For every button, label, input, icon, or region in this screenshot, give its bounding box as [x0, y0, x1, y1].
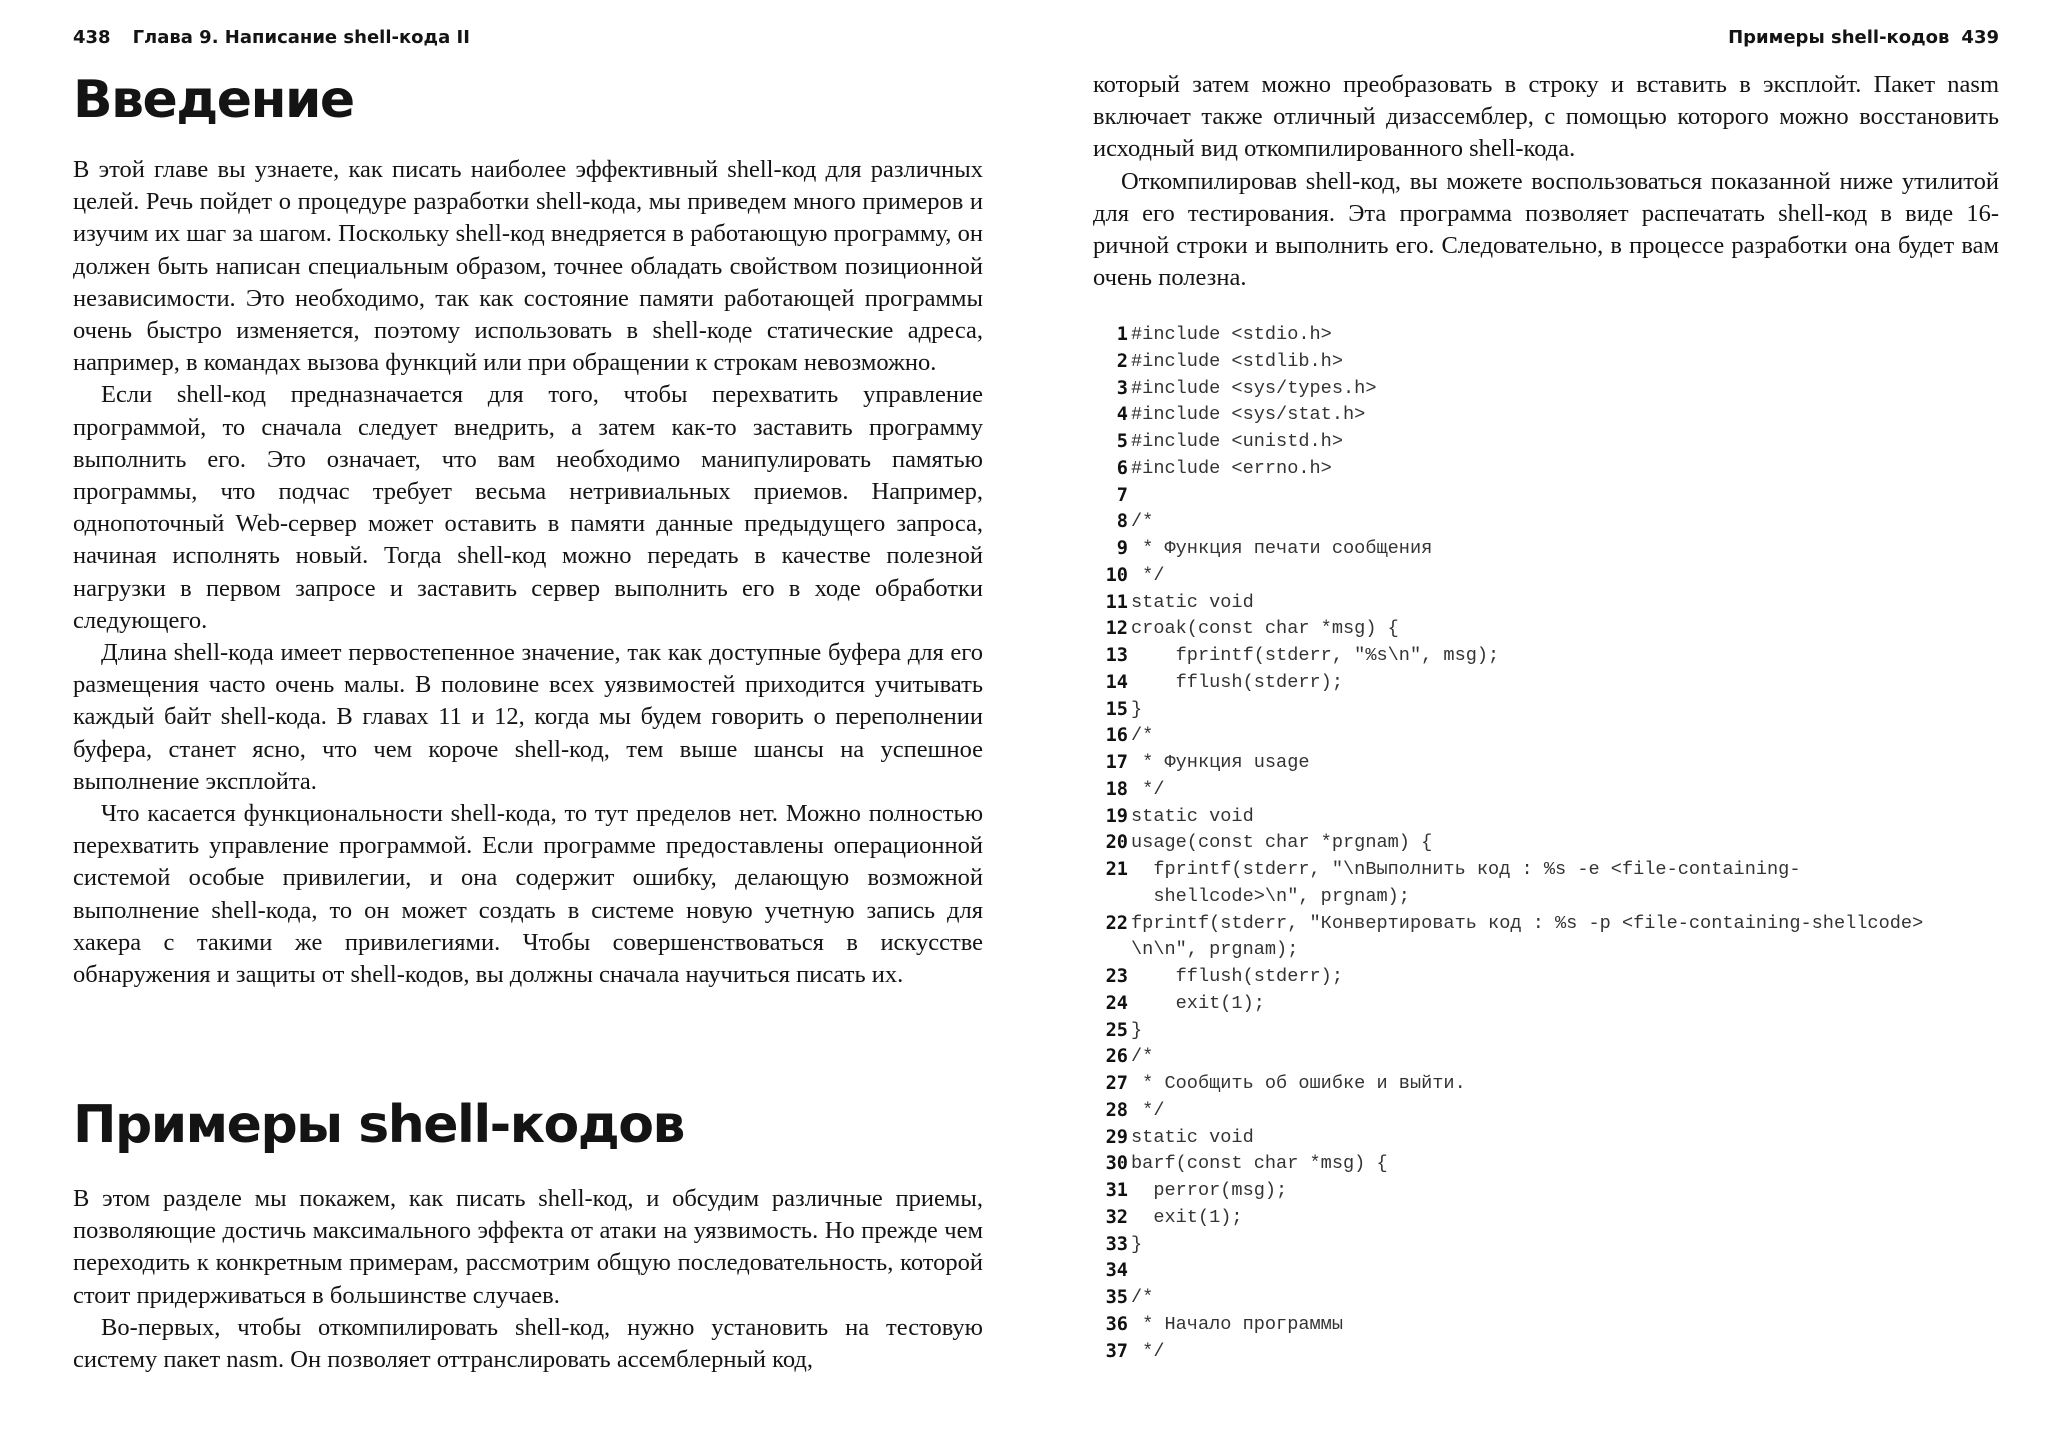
- code-line: [1093, 857, 1999, 911]
- code-line: [1093, 536, 1999, 563]
- code-line: [1093, 1232, 1999, 1259]
- line-number: 37: [1105, 1340, 1128, 1362]
- code-line: [1093, 429, 1999, 456]
- code-text: perror(msg);: [1131, 1180, 1288, 1201]
- line-number: 21: [1105, 859, 1128, 880]
- code-line: [1093, 1151, 1999, 1178]
- line-number: 28: [1105, 1099, 1128, 1121]
- code-line: [1093, 590, 1999, 617]
- left-page: [73, 0, 993, 1447]
- line-number: 4: [1116, 404, 1128, 426]
- code-line: [1093, 1178, 1999, 1205]
- line-number: 9: [1116, 538, 1128, 559]
- code-line: [1093, 402, 1999, 429]
- line-number: 26: [1105, 1046, 1128, 1068]
- code-line: [1093, 1071, 1999, 1098]
- code-line: [1093, 830, 1999, 857]
- code-line: [1093, 750, 1999, 777]
- examples-text: [73, 1183, 983, 1376]
- code-text: exit(1);: [1131, 1206, 1243, 1228]
- line-number: 7: [1116, 484, 1128, 506]
- code-text: }: [1131, 1233, 1143, 1255]
- code-text: * Начало программы: [1131, 1313, 1344, 1335]
- code-text: /*: [1131, 1287, 1154, 1308]
- line-number: 25: [1105, 1019, 1128, 1041]
- code-line: [1093, 1258, 1999, 1285]
- line-number: 19: [1105, 805, 1128, 827]
- line-number: 35: [1105, 1287, 1128, 1308]
- code-text: * Сообщить об ошибке и выйти.: [1131, 1073, 1466, 1094]
- right-page-number: 439: [1961, 27, 1999, 48]
- code-text: fprintf(stderr, "Конвертировать код : %s -p <file-containing-shellcode> \n\n", prgnam);: [1131, 912, 1924, 961]
- section-title: Примеры shell-кодов: [1728, 27, 1950, 48]
- paragraph: Что касается функциональности shell-кода, то тут пределов нет. Можно полностью перехватить управление программой. Если программе предоставлены операционной системой особые привилегии, и она содержит ошибку, делающую возможной выполнение shell-кода, то он может создать в системе новую учетную запись для хакера с такими же привилегиями. Чтобы совершенствоваться в искусстве обнаружения и защиты от shell-кодов, вы должны сначала научиться писать их.: [73, 800, 983, 989]
- right-running-head: [1728, 27, 1999, 48]
- code-text: fprintf(stderr, "%s\n", msg);: [1131, 645, 1500, 666]
- code-line: [1093, 1312, 1999, 1339]
- line-number: 10: [1105, 564, 1128, 586]
- line-number: 5: [1116, 431, 1128, 452]
- intro-text: [73, 154, 983, 991]
- line-number: 1: [1116, 324, 1128, 345]
- code-line: [1093, 670, 1999, 697]
- line-number: 23: [1105, 966, 1128, 987]
- code-text: }: [1131, 1019, 1143, 1041]
- code-line: [1093, 991, 1999, 1018]
- code-text: /*: [1131, 1046, 1154, 1068]
- line-number: 32: [1105, 1206, 1128, 1228]
- line-number: 6: [1116, 457, 1128, 479]
- line-number: 24: [1105, 992, 1128, 1014]
- paragraph: который затем можно преобразовать в строку и вставить в эксплойт. Пакет nasm включает также отличный дизассемблер, с помощью которого можно восстановить исходный вид откомпилированного shell-кода.: [1093, 71, 1999, 163]
- paragraph: В этом разделе мы покажем, как писать shell-код, и обсудим различные приемы, позволяющие достичь максимального эффекта от атаки на уязвимость. Но прежде чем переходить к конкретным примерам, рассмотрим общую последовательность, которой стоит придерживаться в большинстве случаев.: [73, 1185, 983, 1309]
- code-text: fflush(stderr);: [1131, 671, 1344, 693]
- code-line: [1093, 1205, 1999, 1232]
- paragraph: Откомпилировав shell-код, вы можете воспользоваться показанной ниже утилитой для его тестирования. Эта программа позволяет распечатать shell-код в виде 16-ричной строки и выполнить его. Следовательно, в процессе разработки она будет вам очень полезна.: [1093, 167, 1999, 292]
- paragraph: В этой главе вы узнаете, как писать наиболее эффективный shell-код для различных целей. Речь пойдет о процедуре разработки shell-кода, мы приведем много примеров и изучим их шаг за шагом. Поскольку shell-код внедряется в работающую программу, он должен быть написан специальным образом, точнее обладать свойством позиционной независимости. Это необходимо, так как состояние памяти работающей программы очень быстро изменяется, поэтому использовать в shell-коде статические адреса, например, в командах вызова функций или при обращении к строкам невозможно.: [73, 156, 983, 377]
- line-number: 3: [1116, 377, 1128, 399]
- code-listing: [1093, 322, 1999, 1365]
- chapter-title: Глава 9. Написание shell-кода II: [132, 27, 470, 48]
- line-number: 34: [1105, 1260, 1128, 1282]
- left-page-number: 438: [73, 27, 111, 48]
- code-text: exit(1);: [1131, 992, 1265, 1014]
- code-text: #include <stdlib.h>: [1131, 350, 1344, 372]
- code-line: [1093, 322, 1999, 349]
- code-line: [1093, 804, 1999, 831]
- code-text: /*: [1131, 725, 1154, 747]
- code-line: [1093, 349, 1999, 376]
- line-number: 8: [1116, 511, 1128, 533]
- line-number: 12: [1105, 618, 1128, 640]
- line-number: 29: [1105, 1126, 1128, 1148]
- code-line: [1093, 1098, 1999, 1125]
- line-number: 36: [1105, 1313, 1128, 1335]
- left-running-head: [73, 27, 470, 48]
- line-number: 14: [1105, 671, 1128, 693]
- line-number: 17: [1105, 752, 1128, 773]
- code-text: usage(const char *prgnam) {: [1131, 832, 1433, 854]
- code-line: [1093, 723, 1999, 750]
- code-line: [1093, 1285, 1999, 1312]
- code-line: [1093, 643, 1999, 670]
- code-text: fflush(stderr);: [1131, 966, 1344, 987]
- code-text: */: [1131, 1340, 1165, 1362]
- code-line: [1093, 964, 1999, 991]
- code-text: */: [1131, 564, 1165, 586]
- right-page: [1093, 0, 1999, 1447]
- code-line: [1093, 616, 1999, 643]
- code-line: [1093, 509, 1999, 536]
- code-text: barf(const char *msg) {: [1131, 1153, 1388, 1175]
- line-number: 20: [1105, 832, 1128, 854]
- code-text: #include <stdio.h>: [1131, 324, 1332, 345]
- code-text: */: [1131, 1099, 1165, 1121]
- code-line: [1093, 376, 1999, 403]
- line-number: 15: [1105, 698, 1128, 720]
- line-number: 22: [1105, 912, 1128, 934]
- line-number: 2: [1116, 350, 1128, 372]
- paragraph: Длина shell-кода имеет первостепенное значение, так как доступные буфера для его размещения часто очень малы. В половине всех уязвимостей приходится учитывать каждый байт shell-кода. В главах 11 и 12, когда мы будем говорить о переполнении буфера, станет ясно, что чем короче shell-код, тем выше шансы на успешное выполнение эксплойта.: [73, 639, 983, 795]
- code-text: }: [1131, 698, 1143, 720]
- code-line: [1093, 1018, 1999, 1045]
- code-text: static void: [1131, 805, 1254, 827]
- code-line: [1093, 777, 1999, 804]
- line-number: 33: [1105, 1233, 1128, 1255]
- code-text: * Функция печати сообщения: [1131, 538, 1433, 559]
- line-number: 18: [1105, 778, 1128, 800]
- code-text: #include <sys/stat.h>: [1131, 404, 1366, 426]
- paragraph: Если shell-код предназначается для того, чтобы перехватить управление программой, то сначала следует внедрить, а затем как-то заставить программу выполнить его. Это означает, что вам необходимо манипулировать памятью программы, что подчас требует весьма нетривиальных приемов. Например, однопоточный Web-сервер может оставить в памяти данные предыдущего запроса, начиная исполнять новый. Тогда shell-код можно передать в качестве полезной нагрузки в первом запросе и заставить сервер выполнить его в ходе обработки следующего.: [73, 381, 983, 634]
- heading-intro: Введение: [73, 70, 354, 130]
- code-line: [1093, 1125, 1999, 1152]
- code-line: [1093, 911, 1999, 965]
- continuation-text: [1093, 69, 1999, 294]
- code-text: static void: [1131, 591, 1254, 613]
- code-line: [1093, 563, 1999, 590]
- code-text: #include <unistd.h>: [1131, 431, 1344, 452]
- code-text: #include <errno.h>: [1131, 457, 1332, 479]
- code-text: /*: [1131, 511, 1154, 533]
- code-text: #include <sys/types.h>: [1131, 377, 1377, 399]
- line-number: 13: [1105, 645, 1128, 666]
- line-number: 11: [1105, 591, 1128, 613]
- code-line: [1093, 697, 1999, 724]
- heading-examples: Примеры shell-кодов: [73, 1095, 684, 1155]
- line-number: 16: [1105, 725, 1128, 747]
- code-line: [1093, 483, 1999, 510]
- code-line: [1093, 1339, 1999, 1366]
- paragraph: Во-первых, чтобы откомпилировать shell-код, нужно установить на тестовую систему пакет nasm. Он позволяет оттранслировать ассемблерный код,: [73, 1313, 983, 1374]
- code-text: fprintf(stderr, "\nВыполнить код : %s -e <file-containing- shellcode>\n", prgnam);: [1153, 859, 1801, 907]
- line-number: 31: [1105, 1180, 1128, 1201]
- code-text: */: [1131, 778, 1165, 800]
- line-number: 27: [1105, 1073, 1128, 1094]
- code-line: [1093, 456, 1999, 483]
- code-line: [1093, 1044, 1999, 1071]
- line-number: 30: [1105, 1153, 1128, 1175]
- code-text: croak(const char *msg) {: [1131, 618, 1399, 640]
- code-text: * Функция usage: [1131, 752, 1310, 773]
- code-text: static void: [1131, 1126, 1254, 1148]
